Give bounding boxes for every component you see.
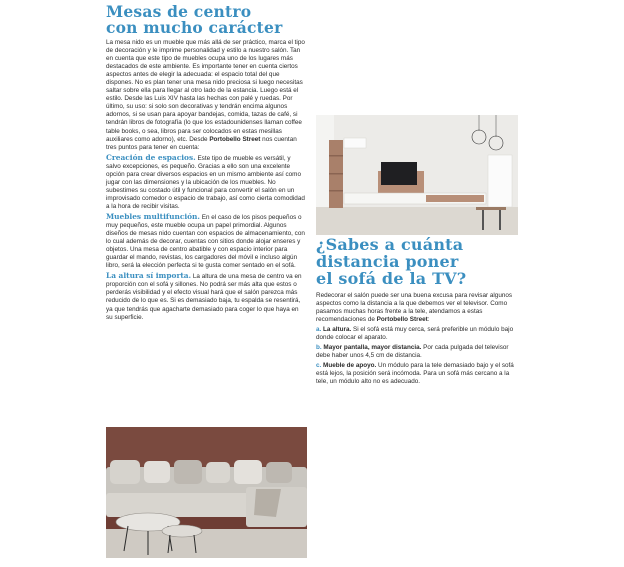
section-body: La altura de una mesa de centro va en proporción con el sofá y sillones. No podrá ser más alta que estos o perderás visibilidad y el efecto visual hará que el salón parezca más reducido de lo que es. Si es demasiado baja, tu espalda se resentirá, ya que tendrás que agacharte demasiado para coger lo que haya en su superficie. — [106, 273, 302, 321]
intro-text: La mesa nido es un mueble que más allá de ser práctico, marca el tipo de decoración y le imprime personalidad y estilo a nuestro salón. Tan en cuenta que este tipo de muebles ocupa uno de los lugares más destacados de este ambiente. Es importante tener en cuenta ciertos aspectos antes de elegir la adecuada: el espacio total del que dispones. No es plan tener una mesa nido preciosa si luego necesitas saltar sobre ella para llegar al otro lado de la estancia. Luego está el estilo. Desde las Luis XIV hasta las hechas con palé y ruedas. Por último, su uso: si solo son decorativas y tendrán encima algunos adornos, si se usan para apoyar bandejas, comida, tazas de café, si tendrán libros de fotografía (lo que los estadounidenses llaman coffee table books, o sea, libros para ser colocados en estas mesillas auxiliares como adorno), etc. Desde — [106, 39, 305, 143]
sofa-illustration — [106, 427, 307, 558]
title-line: ¿Sabes a cuánta — [316, 235, 464, 254]
section-heading: Muebles multifunción. — [106, 211, 200, 221]
tv-room-illustration — [316, 115, 518, 235]
title-line: el sofá de la TV? — [316, 269, 467, 288]
tip-letter: b. — [316, 344, 322, 352]
title-line: distancia poner — [316, 252, 459, 271]
article-title-tv-distance — [316, 236, 518, 287]
section-height — [106, 272, 306, 321]
intro-text-end: : — [427, 316, 430, 324]
tip-letter: a. — [316, 326, 322, 334]
tip-b — [316, 344, 518, 360]
section-body: En el caso de los pisos pequeños o muy pequeños, este mueble ocupa un papel primordial. Algunos diseños de mesas nido cuentan con espacios de almacenamiento, con lo cual además de decorar, cuentas con sitios donde alojar enseres y objetos. Una mesa de centro abatible y con espacio interior para guardar el mando, revistas, los cargadores del móvil e incluso algún libro, será la elección perfecta si te gusta comer sentado en el sofá. — [106, 213, 305, 270]
tip-body: Si el sofá está muy cerca, será preferible un módulo bajo donde colocar el aparato. — [316, 326, 514, 342]
section-body: Este tipo de mueble es versátil, y salvo excepciones, es pequeño. Gracias a ello son una excelente opción para crear diversos espacios en un mismo ambiente así como jugar con las dimensiones y la ubicación de los muebles. No subestimes su costado útil y funcional para convertir el salón en un improvisado comedor o espacio de trabajo, así como cierta comodidad a la hora de recibir visitas. — [106, 154, 305, 210]
brand-name: Portobello Street — [209, 135, 261, 143]
section-heading: La altura sí importa. — [106, 271, 192, 281]
intro-paragraph — [106, 39, 306, 152]
tip-a — [316, 326, 518, 342]
tip-c — [316, 362, 518, 386]
tip-letter: c. — [316, 362, 322, 370]
intro-text-end: nos cuentan tres puntos para tener en cuenta: — [106, 135, 297, 151]
title-line: con mucho carácter — [106, 18, 283, 37]
left-article — [106, 4, 306, 322]
title-line: Mesas de centro — [106, 2, 252, 21]
tip-body: Por cada pulgada del televisor debe haber unos 4,5 cm de distancia. — [316, 344, 509, 360]
article-title-coffee-tables — [106, 4, 306, 36]
tip-heading: Mayor pantalla, mayor distancia. — [321, 344, 422, 352]
brand-name: Portobello Street — [376, 316, 428, 324]
section-multifunction — [106, 213, 306, 270]
tip-heading: La altura. — [321, 326, 352, 334]
right-article — [316, 236, 518, 387]
section-heading: Creación de espacios. — [106, 152, 196, 162]
intro-text: Redecorar el salón puede ser una buena excusa para revisar algunos aspectos como la distancia a la que debemos ver el televisor. Como pasamos muchas horas frente a la tele, atendamos a estas recomendaciones de — [316, 292, 513, 324]
tv-wall-unit-photo — [316, 115, 518, 235]
tip-heading: Mueble de apoyo. — [321, 362, 377, 370]
sofa-coffee-table-photo — [106, 427, 307, 558]
tip-body: Un módulo para la tele demasiado bajo y el sofá está lejos, la posición será incómoda. Para un sofá más cercano a la tele, un módulo alto no es adecuado. — [316, 362, 514, 386]
section-spaces — [106, 154, 306, 211]
intro-paragraph — [316, 292, 518, 324]
